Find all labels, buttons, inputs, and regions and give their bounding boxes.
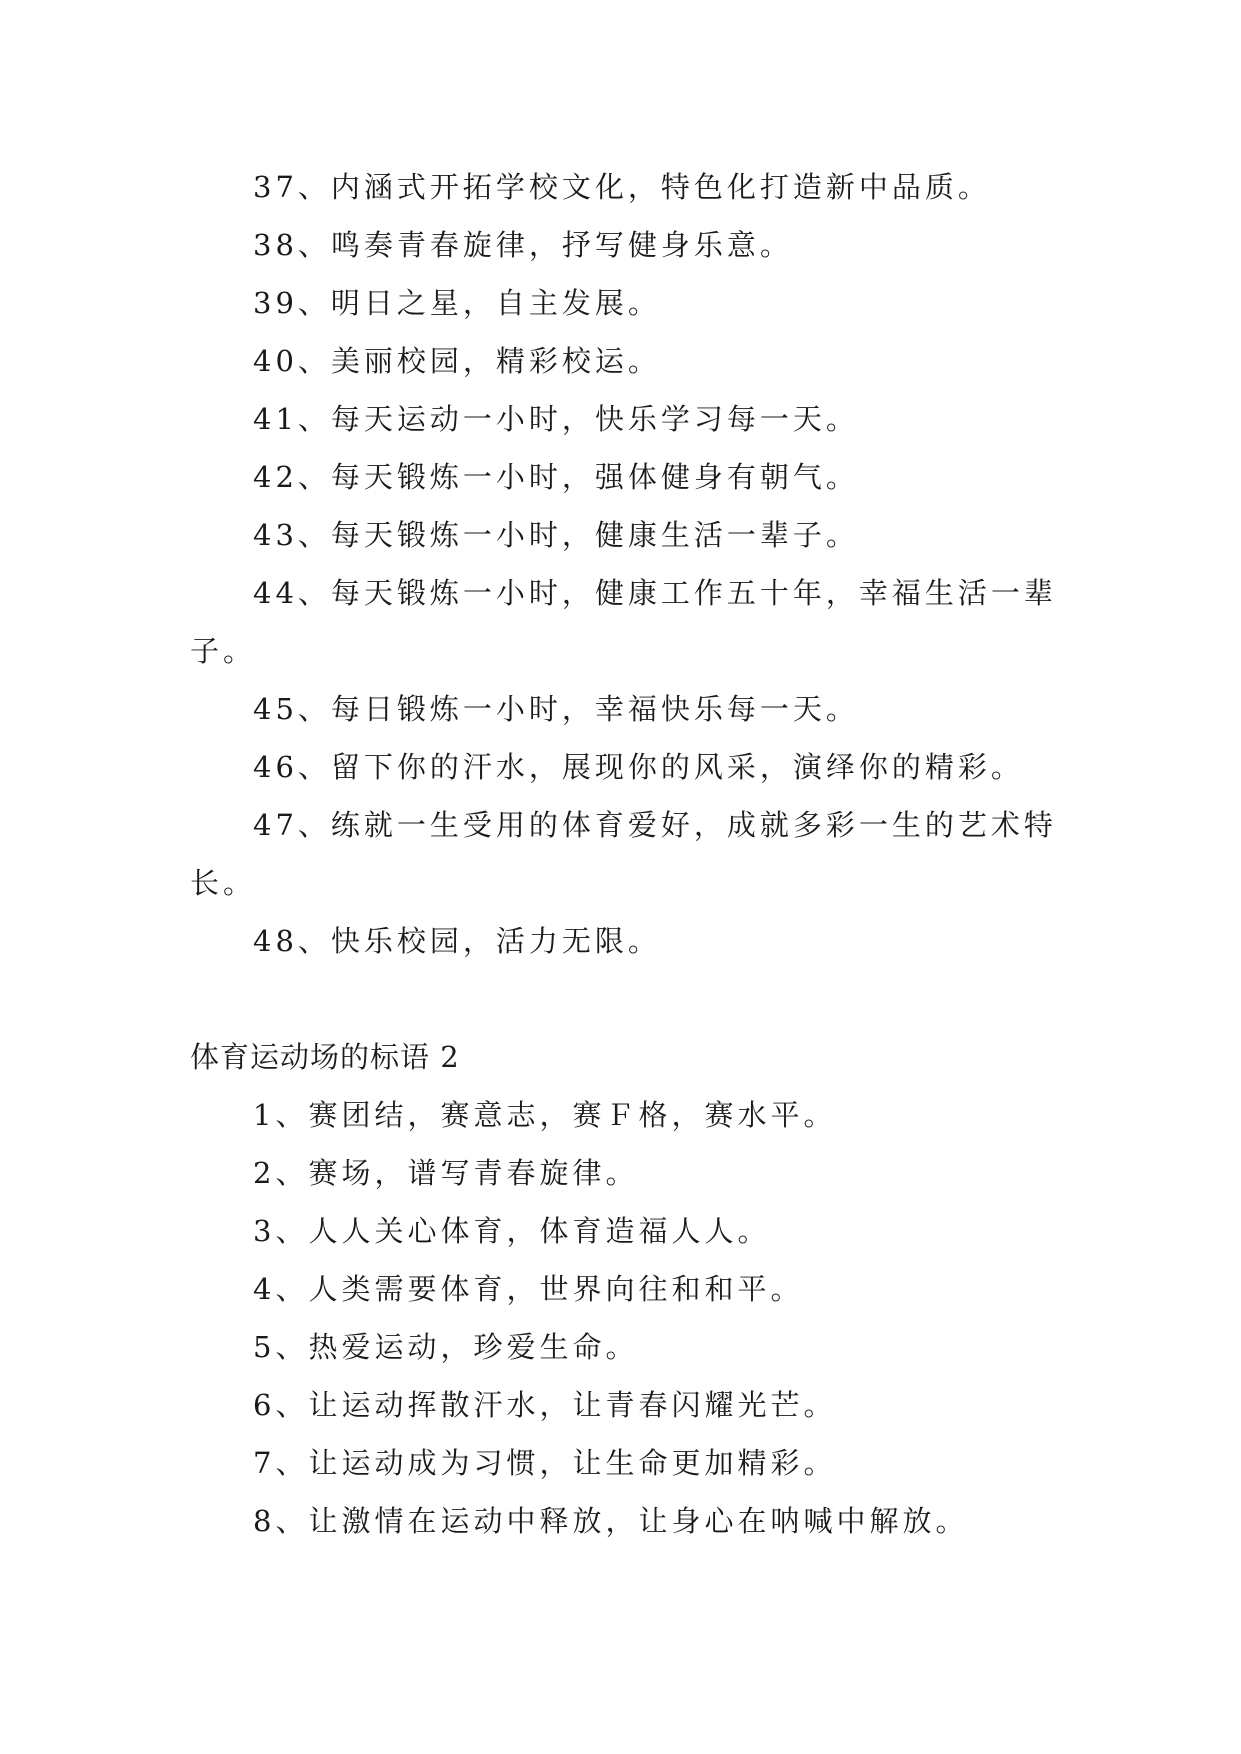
list-item: 3、人人关心体育，体育造福人人。 (253, 1214, 771, 1248)
list-item: 6、让运动挥散汗水，让青春闪耀光芒。 (253, 1388, 837, 1422)
section-title: 体育运动场的标语 2 (190, 1040, 460, 1074)
list-item: 4、人类需要体育，世界向往和和平。 (253, 1272, 804, 1306)
list-item: 7、让运动成为习惯，让生命更加精彩。 (253, 1446, 837, 1480)
list-item: 44、每天锻炼一小时，健康工作五十年，幸福生活一辈子。 (190, 576, 1057, 668)
slogan-list-part-2 (190, 1086, 1060, 1550)
list-item: 5、热爱运动，珍爱生命。 (253, 1330, 639, 1364)
document-content (190, 158, 1060, 1550)
list-item: 39、明日之星，自主发展。 (253, 286, 661, 320)
list-item: 38、鸣奏青春旋律，抒写健身乐意。 (253, 228, 793, 262)
list-item: 46、留下你的汗水，展现你的风采，演绎你的精彩。 (253, 750, 1024, 784)
list-item: 43、每天锻炼一小时，健康生活一辈子。 (253, 518, 859, 552)
list-item: 45、每日锻炼一小时，幸福快乐每一天。 (253, 692, 859, 726)
list-item: 1、赛团结，赛意志，赛Ｆ格，赛水平。 (253, 1098, 837, 1132)
list-item: 8、让激情在运动中释放，让身心在呐喊中解放。 (253, 1504, 969, 1538)
list-item: 37、内涵式开拓学校文化，特色化打造新中品质。 (253, 170, 991, 204)
list-item: 48、快乐校园，活力无限。 (253, 924, 661, 958)
list-item: 2、赛场，谱写青春旋律。 (253, 1156, 639, 1190)
list-item: 41、每天运动一小时，快乐学习每一天。 (253, 402, 859, 436)
section-spacer (190, 970, 1060, 1028)
list-item: 42、每天锻炼一小时，强体健身有朝气。 (253, 460, 859, 494)
list-item: 40、美丽校园，精彩校运。 (253, 344, 661, 378)
slogan-list-part-1 (190, 158, 1060, 970)
list-item: 47、练就一生受用的体育爱好，成就多彩一生的艺术特长。 (190, 808, 1057, 900)
